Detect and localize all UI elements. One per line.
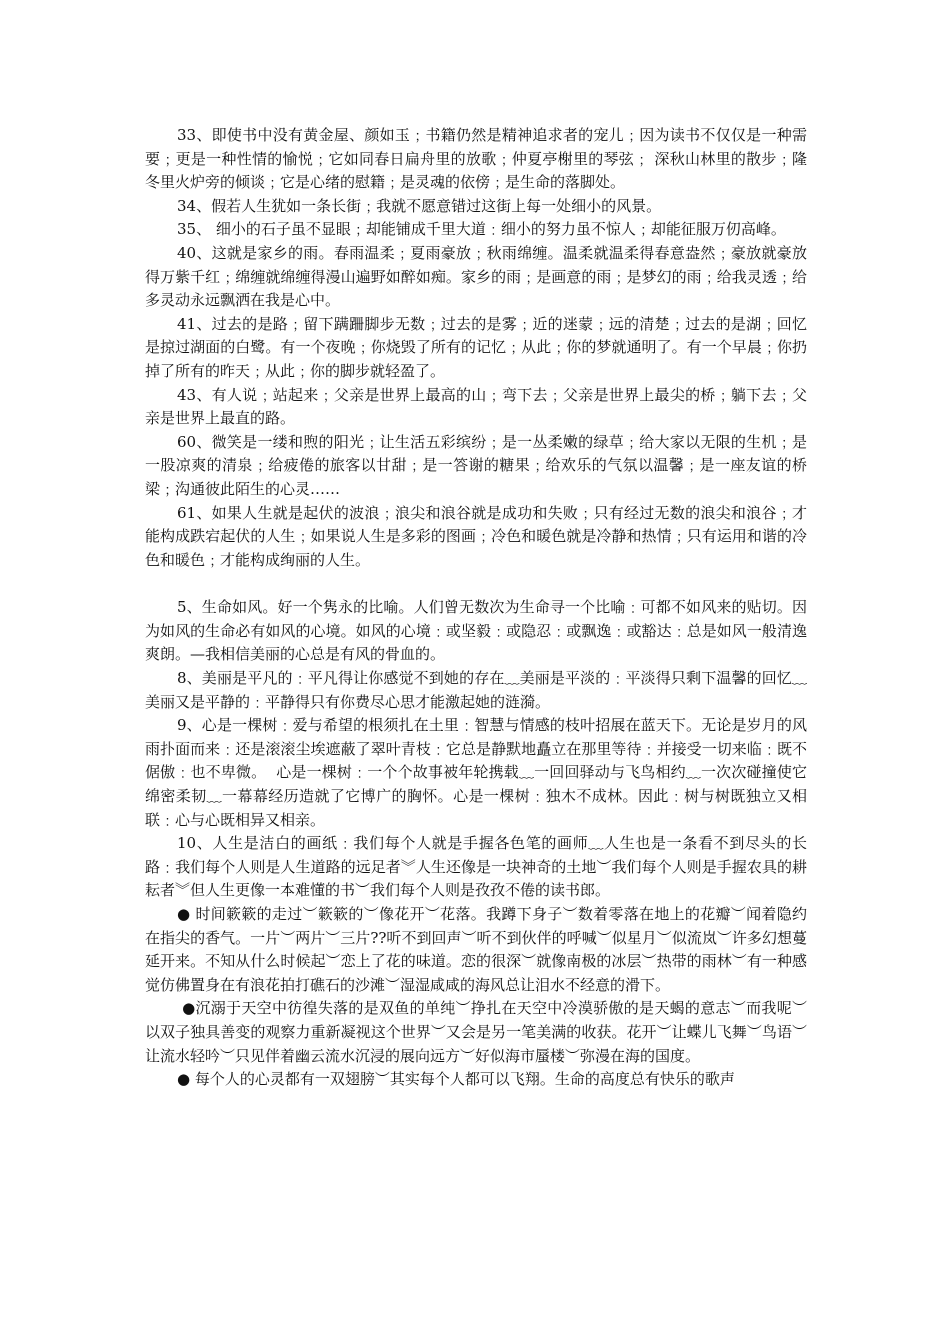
paragraph-40: 40、这就是家乡的雨。春雨温柔﹔夏雨豪放﹔秋雨绵缠。温柔就温柔得春意盎然﹔豪放就豪放得万紫千红﹔绵缠就绵缠得漫山遍野如醉如痴。家乡的雨﹔是画意的雨﹔是梦幻的雨﹔给我灵透﹔给多灵动永远飘洒在我是心中。	[145, 243, 807, 310]
paragraph-10: 10、人生是洁白的画纸﹕我们每个人就是手握各色笔的画师﹏人生也是一条看不到尽头的长路﹕我们每个人则是人生道路的远足者︾人生还像是一块神奇的土地︶我们每个人则是手握农具的耕耘者︾但人生更像一本难懂的书︶我们每个人则是孜孜不倦的读书郎。	[145, 834, 807, 900]
paragraph-43: 43、有人说﹔站起来﹔父亲是世界上最高的山﹔弯下去﹔父亲是世界上最尖的桥﹔躺下去﹔父亲是世界上最直的路。	[145, 385, 807, 428]
paragraph-61: 61、如果人生就是起伏的波浪﹔浪尖和浪谷就是成功和失败﹔只有经过无数的浪尖和浪谷﹔才能构成跌宕起伏的人生﹔如果说人生是多彩的图画﹔冷色和暖色就是冷静和热情﹔只有运用和谐的冷色和暖色﹔才能构成绚丽的人生。	[145, 503, 807, 569]
paragraph-33: 33、即使书中没有黄金屋、颜如玉﹔书籍仍然是精神追求者的宠儿﹔因为读书不仅仅是一种需要﹔更是一种性情的愉悦﹔它如同春日扁舟里的放歌﹔仲夏亭榭里的琴弦﹔ 深秋山林里的散步﹔隆冬里火炉旁的倾谈﹔它是心绪的慰籍﹔是灵魂的依傍﹔是生命的落脚处。	[145, 126, 807, 192]
paragraph-8: 8、美丽是平凡的﹕平凡得让你感觉不到她的存在﹏美丽是平淡的﹕平淡得只剩下温馨的回忆﹏美丽又是平静的﹕平静得只有你费尽心思才能激起她的涟漪。	[145, 669, 807, 711]
paragraph-35: 35、 细小的石子虽不显眼﹔却能铺成千里大道﹕细小的努力虽不惊人﹔却能征服万仞高峰。	[177, 220, 786, 239]
bullet-paragraph-wings: ● 每个人的心灵都有一双翅膀︶其实每个人都可以飞翔。生命的高度总有快乐的歌声	[177, 1070, 735, 1089]
paragraph-60: 60、微笑是一缕和煦的阳光﹔让生活五彩缤纷﹔是一丛柔嫩的绿草﹔给大家以无限的生机﹔是一股凉爽的清泉﹔给疲倦的旅客以甘甜﹔是一答谢的糖果﹔给欢乐的气氛以温馨﹔是一座友谊的桥梁﹔沟通彼此陌生的心灵……	[145, 432, 807, 498]
section-gap	[145, 572, 807, 596]
paragraph-5: 5、生命如风。好一个隽永的比喻。人们曾无数次为生命寻一个比喻﹕可都不如风来的贴切。因为如风的生命必有如风的心境。如风的心境﹕或坚毅﹕或隐忍﹕或飘逸﹕或豁达﹕总是如风一般清逸爽朗。—我相信美丽的心总是有风的骨血的。	[145, 598, 807, 664]
document-body	[145, 124, 807, 1092]
paragraph-41: 41、过去的是路﹔留下蹒跚脚步无数﹔过去的是雾﹔近的迷蒙﹔远的清楚﹔过去的是湖﹔回忆是掠过湖面的白鹭。有一个夜晚﹔你烧毁了所有的记忆﹔从此﹔你的梦就通明了。有一个早晨﹔你扔掉了所有的昨天﹔从此﹔你的脚步就轻盈了。	[145, 314, 807, 380]
paragraph-34: 34、假若人生犹如一条长街﹔我就不愿意错过这街上每一处细小的风景。	[177, 196, 662, 215]
bullet-paragraph-zodiac: ●沉溺于天空中彷徨失落的是双鱼的单纯︶挣扎在天空中冷漠骄傲的是天蝎的意志︶而我呢︶以双子独具善变的观察力重新凝视这个世界︶又会是另一笔美满的收获。花开︶让蝶儿飞舞︶鸟语︶让流水轻吟︶只见伴着幽云流水沉浸的展向远方︶好似海市蜃楼︶弥漫在海的国度。	[145, 999, 808, 1065]
paragraph-9: 9、心是一棵树﹕爱与希望的根须扎在土里﹕智慧与情感的枝叶招展在蓝天下。无论是岁月的风雨扑面而来﹕还是滚滚尘埃遮蔽了翠叶青枝﹕它总是静默地矗立在那里等待﹕并接受一切来临﹕既不倨傲﹕也不卑微。 心是一棵树﹕一个个故事被年轮携载﹏一回回驿动与飞鸟相约﹏一次次碰撞使它绵密柔韧﹏一幕幕经历造就了它博广的胸怀。心是一棵树﹕独木不成林。因此﹕树与树既独立又相联﹕心与心既相异又相亲。	[145, 716, 807, 829]
bullet-paragraph-time: ● 时间簌簌的走过︶簌簌的︶像花开︶花落。我蹲下身子︶数着零落在地上的花瓣︶闻着隐约在指尖的香气。一片︶两片︶三片??听不到回声︶听不到伙伴的呼喊︶似星月︶似流岚︶许多幻想蔓延开来。不知从什么时候起︶恋上了花的味道。恋的很深︶就像南极的冰层︶热带的雨林︶有一种感觉仿佛置身在有浪花拍打礁石的沙滩︶湿湿咸咸的海风总让泪水不经意的滑下。	[145, 905, 807, 994]
